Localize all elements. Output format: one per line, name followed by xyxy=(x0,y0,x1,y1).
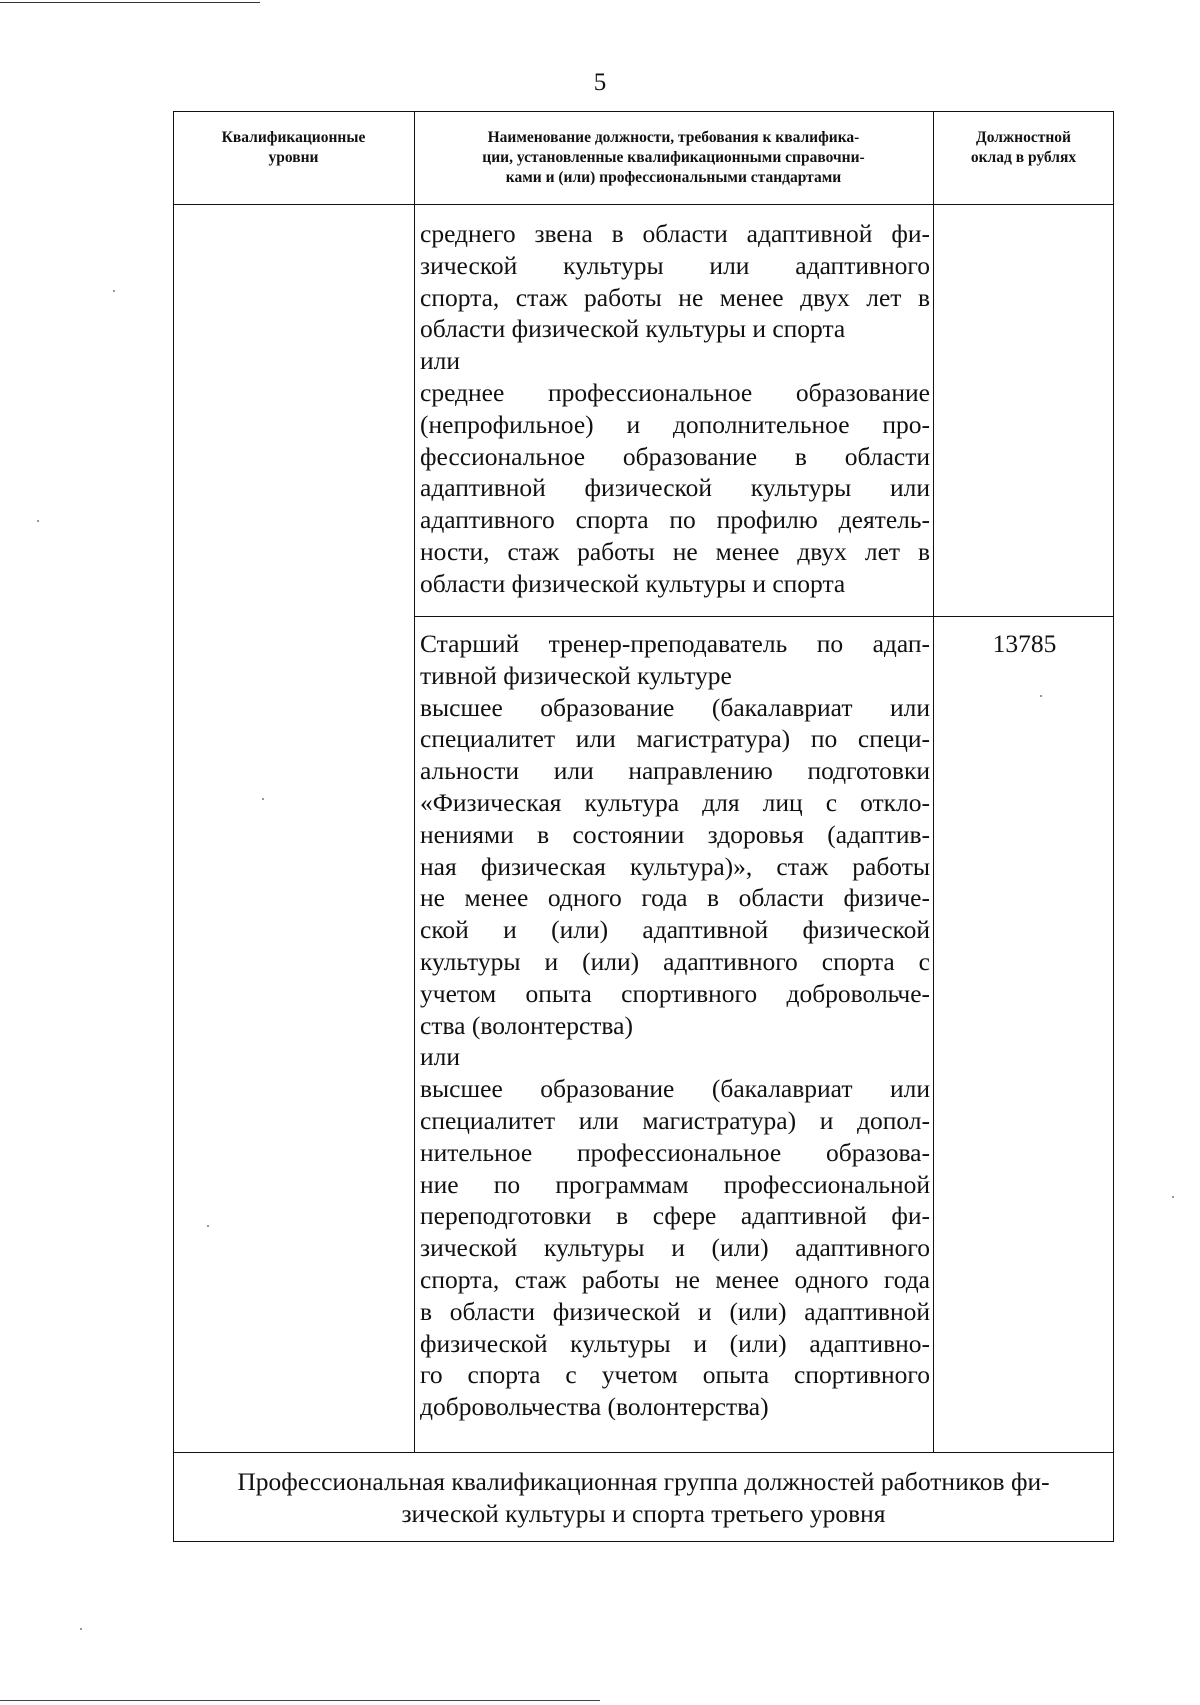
text-line: адаптивного спорта по профилю деятель- xyxy=(420,505,930,535)
header-line: уровни xyxy=(268,149,319,166)
header-qualification-levels xyxy=(173,128,414,168)
text-line: добровольчества (волонтерства) xyxy=(420,1392,769,1422)
text-line: области физической культуры и спорта xyxy=(420,314,846,344)
scan-speck xyxy=(37,520,39,522)
group-title-line: Профессиональная квалификационная группа должностей работников фи- xyxy=(237,1467,1050,1496)
row-divider xyxy=(414,616,1114,617)
text-line: области физической культуры и спорта xyxy=(420,568,846,598)
header-line: ками и (или) профессиональными стандартами xyxy=(505,169,842,186)
header-line: Наименование должности, требования к квалифика- xyxy=(487,129,860,146)
text-line: в области физической и (или) адаптивной xyxy=(420,1296,930,1326)
text-line: высшее образование (бакалавриат или xyxy=(420,692,930,722)
scan-edge-line xyxy=(0,1700,600,1701)
text-line: адаптивной физической культуры или xyxy=(420,473,930,503)
text-line: ской и (или) адаптивной физической xyxy=(420,915,930,945)
scan-speck xyxy=(207,1225,209,1227)
text-line: нениями в состоянии здоровья (адаптив- xyxy=(420,819,930,849)
text-line: среднего звена в области адаптивной фи- xyxy=(420,219,930,248)
text-line: тивной физической культуре xyxy=(420,660,732,690)
text-line: переподготовки в сфере адаптивной фи- xyxy=(420,1201,930,1231)
column-divider-1 xyxy=(414,111,415,1452)
header-line: Должностной xyxy=(976,129,1071,146)
header-position-requirements xyxy=(414,128,933,188)
text-line: зической культуры или адаптивного xyxy=(420,250,930,280)
scan-speck xyxy=(80,1628,82,1630)
scan-speck xyxy=(1040,695,1042,697)
scan-speck xyxy=(262,798,264,800)
text-line: го спорта с учетом опыта спортивного xyxy=(420,1360,930,1390)
row2-requirements-text xyxy=(420,628,930,1423)
scan-speck xyxy=(113,290,115,292)
scan-speck xyxy=(1172,1196,1174,1198)
page-number: 5 xyxy=(593,69,607,96)
text-line: учетом опыта спортивного добровольче- xyxy=(420,978,930,1008)
header-line: оклад в рублях xyxy=(970,149,1077,166)
text-line: нительное профессиональное образова- xyxy=(420,1137,930,1167)
row1-requirements-text xyxy=(420,218,930,600)
text-line: или xyxy=(420,1042,461,1072)
text-line: спорта, стаж работы не менее двух лет в xyxy=(420,282,930,312)
text-line: специалитет или магистратура) и допол- xyxy=(420,1105,930,1135)
text-line: фессиональное образование в области xyxy=(420,441,930,471)
header-line: ции, установленные квалификационными справочни- xyxy=(482,149,865,166)
group-title xyxy=(173,1466,1114,1530)
scan-edge-line xyxy=(0,2,260,3)
text-line: ние по программам профессиональной xyxy=(420,1169,930,1199)
group-title-line: зической культуры и спорта третьего уровня xyxy=(401,1499,886,1528)
header-line: Квалификационные xyxy=(221,129,366,146)
text-line: спорта, стаж работы не менее одного года xyxy=(420,1264,930,1294)
text-line: специалитет или магистратура) по специ- xyxy=(420,724,930,754)
text-line: ная физическая культура)», стаж работы xyxy=(420,851,930,881)
text-line: ства (волонтерства) xyxy=(420,1010,633,1040)
text-line: не менее одного года в области физиче- xyxy=(420,883,930,913)
text-line: высшее образование (бакалавриат или xyxy=(420,1074,930,1104)
text-line: Старший тренер-преподаватель по адап- xyxy=(420,629,930,658)
text-line: «Физическая культура для лиц с откло- xyxy=(420,787,930,817)
text-line: среднее профессиональное образование xyxy=(420,377,930,407)
text-line: альности или направлению подготовки xyxy=(420,756,930,786)
header-salary xyxy=(933,128,1114,168)
text-line: зической культуры и (или) адаптивного xyxy=(420,1233,930,1263)
text-line: (непрофильное) и дополнительное про- xyxy=(420,409,930,439)
group-divider xyxy=(173,1452,1114,1453)
header-divider xyxy=(173,204,1114,205)
text-line: физической культуры и (или) адаптивно- xyxy=(420,1328,930,1358)
column-divider-2 xyxy=(933,111,934,1452)
text-line: или xyxy=(420,346,461,376)
text-line: ности, стаж работы не менее двух лет в xyxy=(420,536,930,566)
row2-salary: 13785 xyxy=(992,629,1057,658)
text-line: культуры и (или) адаптивного спорта с xyxy=(420,946,930,976)
